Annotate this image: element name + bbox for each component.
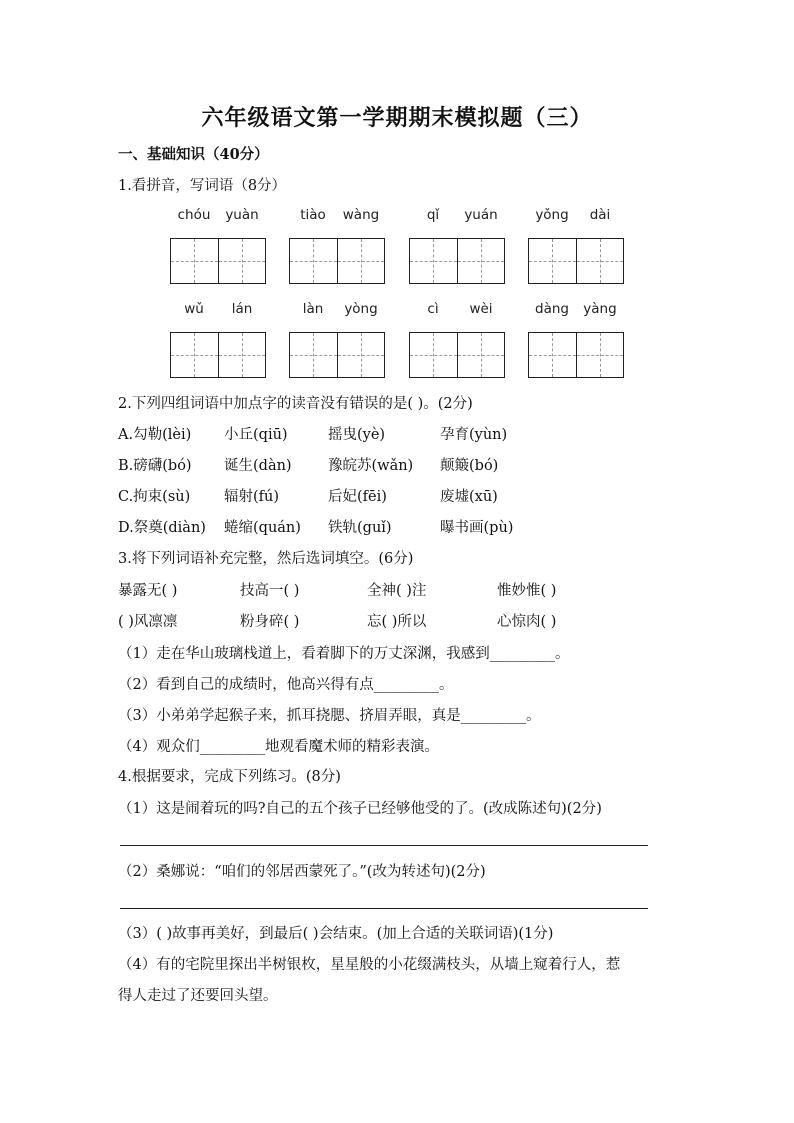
- writing-grid[interactable]: [528, 332, 624, 378]
- answer-line[interactable]: [120, 845, 648, 846]
- page-title: 六年级语文第一学期期末模拟题（三）: [201, 105, 593, 131]
- q4-item: （2）桑娜说：“咱们的邻居西蒙死了。”(改为转述句)(2分): [118, 864, 486, 880]
- idiom-blank: 忘( )所以: [367, 614, 427, 630]
- pinyin: qǐ: [426, 207, 440, 223]
- q3-sentence: （4）观众们_________地观看魔术师的精彩表演。: [118, 739, 439, 755]
- idiom-blank: 粉身碎( ): [240, 614, 300, 630]
- q3-prompt: 3.将下列词语补充完整，然后选词填空。(6分): [118, 551, 414, 567]
- option-item: B.磅礴(bó): [118, 458, 192, 474]
- writing-grid[interactable]: [409, 238, 505, 284]
- pinyin: chóu: [177, 207, 211, 223]
- pinyin: yǒng: [535, 207, 569, 223]
- pinyin: lán: [231, 301, 253, 317]
- writing-grid[interactable]: [170, 332, 266, 378]
- pinyin: tiào: [300, 207, 326, 223]
- q4-prompt: 4.根据要求，完成下列练习。(8分): [118, 769, 341, 785]
- section-heading: 一、基础知识（40分）: [118, 146, 269, 163]
- idiom-blank: 惟妙惟( ): [497, 583, 557, 599]
- option-item: 曝书画(pù): [440, 520, 514, 536]
- pinyin: yuàn: [225, 207, 259, 223]
- option-item: 铁轨(guǐ): [328, 520, 392, 536]
- option-item: 辐射(fú): [224, 489, 280, 505]
- idiom-blank: 心惊肉( ): [497, 614, 557, 630]
- writing-grid[interactable]: [170, 238, 266, 284]
- writing-grid[interactable]: [528, 238, 624, 284]
- idiom-blank: 暴露无( ): [118, 583, 178, 599]
- idiom-blank: 全神( )注: [367, 583, 427, 599]
- pinyin: yuán: [464, 207, 498, 223]
- option-item: 孕育(yùn): [440, 427, 508, 443]
- q4-item: （3）( )故事再美好，到最后( )会结束。(加上合适的关联词语)(1分): [118, 926, 554, 942]
- answer-line[interactable]: [120, 908, 648, 909]
- option-item: 后妃(fēi): [328, 489, 387, 505]
- option-item: C.拘束(sù): [118, 489, 191, 505]
- option-item: 小丘(qiū): [224, 427, 288, 443]
- q3-sentence: （1）走在华山玻璃栈道上，看着脚下的万丈深渊，我感到_________。: [118, 646, 570, 662]
- option-item: D.祭奠(diàn): [118, 520, 206, 536]
- q3-sentence: （2）看到自己的成绩时，他高兴得有点_________。: [118, 677, 454, 693]
- idiom-blank: 技高一( ): [240, 583, 300, 599]
- pinyin: wèi: [469, 301, 493, 317]
- q4-item: （1）这是闹着玩的吗?自己的五个孩子已经够他受的了。(改成陈述句)(2分): [118, 801, 602, 817]
- q1-prompt: 1.看拼音，写词语（8分）: [118, 178, 287, 194]
- pinyin: yòng: [344, 301, 378, 317]
- writing-grid[interactable]: [409, 332, 505, 378]
- pinyin: wàng: [342, 207, 380, 223]
- writing-grid[interactable]: [289, 238, 385, 284]
- idiom-blank: ( )风凛凛: [118, 614, 178, 630]
- q3-sentence: （3）小弟弟学起猴子来，抓耳挠腮、挤眉弄眼，真是_________。: [118, 708, 541, 724]
- option-item: 废墟(xū): [440, 489, 498, 505]
- pinyin: cì: [427, 301, 439, 317]
- option-item: 颠簸(bó): [440, 458, 499, 474]
- option-item: 摇曳(yè): [328, 427, 386, 443]
- pinyin: dàng: [535, 301, 569, 317]
- option-item: 诞生(dàn): [224, 458, 292, 474]
- q4-item: （4）有的宅院里探出半树银枚，星星般的小花缀满枝头，从墙上窥着行人，惹: [118, 957, 621, 973]
- pinyin: dài: [589, 207, 611, 223]
- q2-prompt: 2.下列四组词语中加点字的读音没有错误的是( )。(2分): [118, 396, 473, 412]
- option-item: A.勾勒(lèi): [118, 427, 192, 443]
- option-item: 豫皖苏(wǎn): [328, 458, 414, 474]
- pinyin: wǔ: [184, 301, 204, 317]
- q4-item-continued: 得人走过了还要回头望。: [118, 988, 278, 1004]
- writing-grid[interactable]: [289, 332, 385, 378]
- pinyin: làn: [302, 301, 324, 317]
- option-item: 蜷缩(quán): [224, 520, 301, 536]
- pinyin: yàng: [583, 301, 617, 317]
